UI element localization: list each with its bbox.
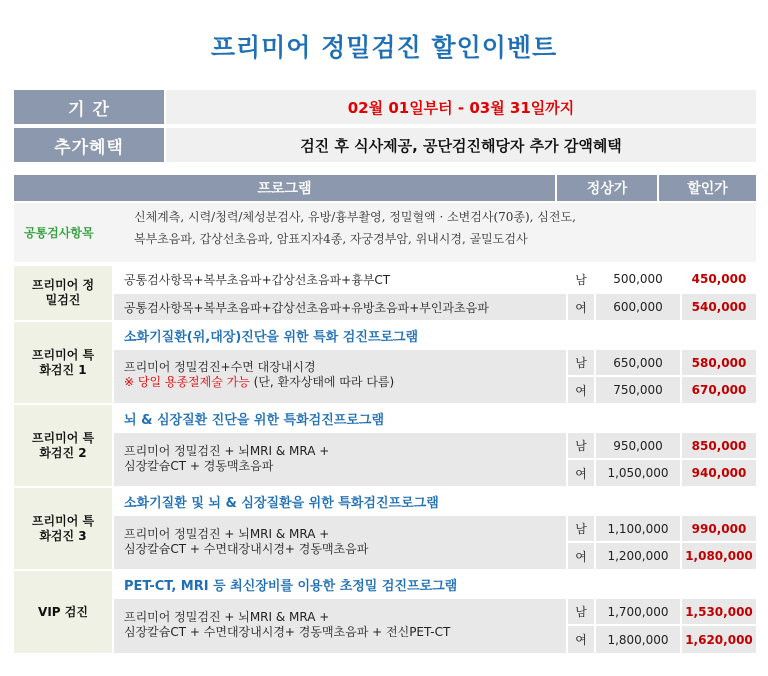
discount-price: 540,000 <box>682 294 756 320</box>
discount-price: 990,000 <box>682 516 756 541</box>
program-subtitle: PET-CT, MRI 등 최신장비를 이용한 초정밀 검진프로그램 <box>114 571 756 597</box>
regular-price: 500,000 <box>596 266 680 292</box>
regular-price: 950,000 <box>596 433 680 458</box>
common-items-line2: 복부초음파, 갑상선초음파, 암표지자4종, 자궁경부암, 위내시경, 골밀도검사 <box>134 232 528 246</box>
header-regular-price: 정상가 <box>557 175 657 201</box>
gender-cell: 남 <box>568 266 594 292</box>
program-name-special-1: 프리미어 특화검진 1 <box>14 322 112 403</box>
header-program: 프로그램 <box>14 175 555 201</box>
program-desc-line2: 심장칼슘CT + 수면대장내시경+ 경동맥초음파 + 전신PET-CT <box>124 625 451 639</box>
regular-price: 1,100,000 <box>596 516 680 541</box>
benefit-label: 추가혜택 <box>14 128 164 162</box>
program-subtitle: 소화기질환(위,대장)진단을 위한 특화 검진프로그램 <box>114 322 756 348</box>
discount-price: 450,000 <box>682 266 756 292</box>
common-label: 공통검사항목 <box>24 226 94 240</box>
gender-cell: 남 <box>568 433 594 458</box>
gender-cell: 여 <box>568 626 594 653</box>
program-subtitle: 소화기질환 및 뇌 & 심장질환을 위한 특화검진프로그램 <box>114 488 756 514</box>
program-name-special-2: 프리미어 특화검진 2 <box>14 405 112 486</box>
regular-price: 750,000 <box>596 377 680 403</box>
page-title: 프리미어 정밀검진 할인이벤트 <box>210 33 558 62</box>
program-desc <box>114 516 566 569</box>
program-desc-line1: 프리미어 정밀검진 + 뇌MRI & MRA + <box>124 444 330 458</box>
period-label: 기 간 <box>14 90 164 124</box>
program-desc-female: 공통검사항목+복부초음파+갑상선초음파+유방초음파+부인과초음파 <box>114 294 566 320</box>
discount-price: 940,000 <box>682 460 756 486</box>
benefit-value: 검진 후 식사제공, 공단검진해당자 추가 감액혜택 <box>166 128 756 162</box>
regular-price: 1,200,000 <box>596 543 680 569</box>
note-highlight: ※ 당일 용종절제술 가능 <box>124 375 250 389</box>
program-desc-line2: 심장칼슘CT + 경동맥초음파 <box>124 459 274 473</box>
program-name-special-3: 프리미어 특화검진 3 <box>14 488 112 569</box>
program-desc <box>114 433 566 486</box>
program-desc-line1: 프리미어 정밀검진 + 뇌MRI & MRA + <box>124 527 330 541</box>
gender-cell: 여 <box>568 377 594 403</box>
gender-cell: 남 <box>568 599 594 624</box>
gender-cell: 여 <box>568 460 594 486</box>
discount-price: 580,000 <box>682 350 756 375</box>
program-name-vip: VIP 검진 <box>14 571 112 653</box>
header-discount-price: 할인가 <box>659 175 756 201</box>
program-note <box>124 375 566 390</box>
discount-price: 1,530,000 <box>682 599 756 624</box>
regular-price: 1,800,000 <box>596 626 680 653</box>
discount-price: 670,000 <box>682 377 756 403</box>
period-value: 02월 01일부터 - 03월 31일까지 <box>166 90 756 124</box>
regular-price: 650,000 <box>596 350 680 375</box>
regular-price: 1,700,000 <box>596 599 680 624</box>
gender-cell: 남 <box>568 350 594 375</box>
program-name-premium: 프리미어 정밀검진 <box>14 266 112 320</box>
discount-price: 1,620,000 <box>682 626 756 653</box>
program-subtitle: 뇌 & 심장질환 진단을 위한 특화검진프로그램 <box>114 405 756 431</box>
note-tail: (단, 환자상태에 따라 다름) <box>249 375 395 389</box>
discount-price: 1,080,000 <box>682 543 756 569</box>
regular-price: 600,000 <box>596 294 680 320</box>
program-desc <box>114 599 566 653</box>
program-desc <box>114 350 566 403</box>
program-desc-line2: 심장칼슘CT + 수면대장내시경+ 경동맥초음파 <box>124 542 369 556</box>
program-desc-male: 공통검사항목+복부초음파+갑상선초음파+흉부CT <box>114 266 566 292</box>
gender-cell: 여 <box>568 294 594 320</box>
gender-cell: 여 <box>568 543 594 569</box>
program-desc-line1: 프리미어 정밀검진 + 뇌MRI & MRA + <box>124 610 330 624</box>
program-desc-line1: 프리미어 정밀검진+수면 대장내시경 <box>124 360 316 374</box>
regular-price: 1,050,000 <box>596 460 680 486</box>
discount-price: 850,000 <box>682 433 756 458</box>
common-items-line1: 신체계측, 시력/청력/체성분검사, 유방/흉부촬영, 정밀혈액 · 소변검사(70종), 심전도, <box>134 210 576 224</box>
gender-cell: 남 <box>568 516 594 541</box>
